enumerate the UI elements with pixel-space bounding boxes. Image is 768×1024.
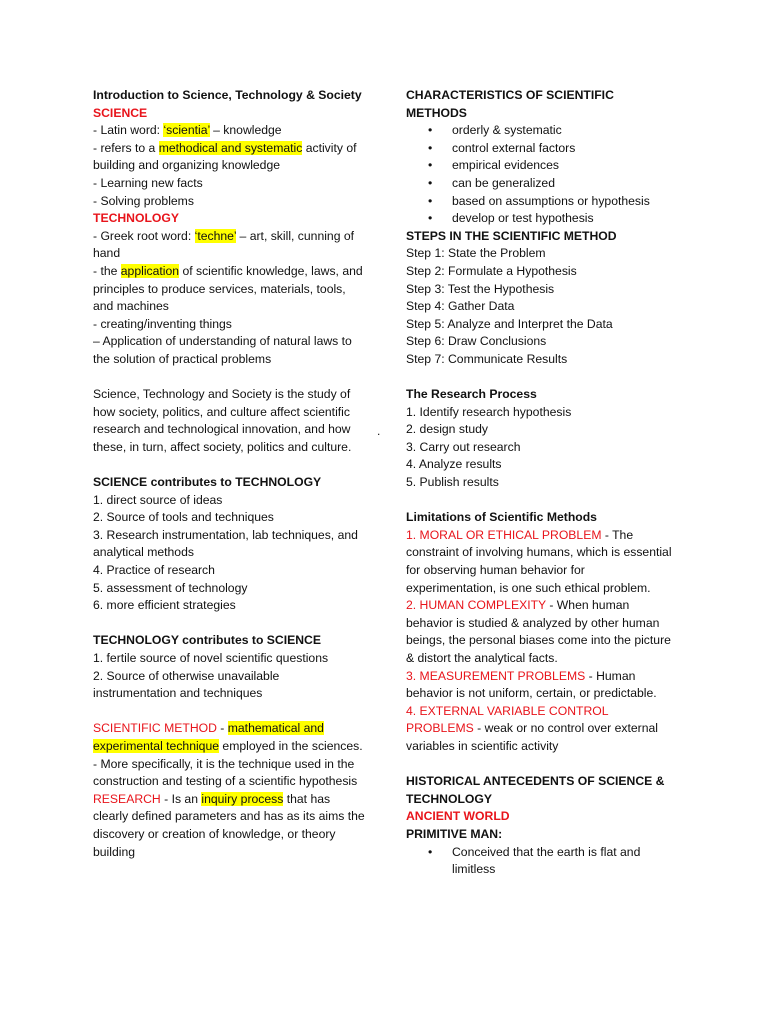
- scientific-method-term: SCIENTIFIC METHOD: [93, 721, 217, 736]
- science-refers-line: - refers to a methodical and systematic activity of building and organizing knowledge: [93, 140, 357, 173]
- research-definition: RESEARCH - Is an inquiry process that has clearly defined parameters and has as its aims the discovery or creation of knowledge, or theory building: [93, 791, 365, 859]
- list-item: 4. Practice of research: [93, 563, 215, 578]
- technology-application-line: - the application of scientific knowledge, laws, and principles to produce services, materials, tools, and machines: [93, 263, 363, 314]
- list-item: 1. fertile source of novel scientific questions: [93, 651, 329, 665]
- list-item: Step 5: Analyze and Interpret the Data: [406, 316, 613, 331]
- sci-to-tech-heading: SCIENCE contributes to TECHNOLOGY: [93, 475, 322, 490]
- list-item: 3. Research instrumentation, lab techniques, and analytical methods: [93, 527, 358, 560]
- list-item: • Conceived that the earth is flat and limitless: [406, 844, 678, 879]
- primitive-man-heading: PRIMITIVE MAN:: [406, 826, 503, 841]
- list-item: • can be generalized: [406, 175, 678, 193]
- highlight-application: application: [120, 263, 180, 278]
- science-solving-line: - Solving problems: [93, 193, 194, 208]
- steps-heading: STEPS IN THE SCIENTIFIC METHOD: [406, 228, 617, 243]
- technology-greek-line: - Greek root word: ‘techne’ – art, skill, cunning of hand: [93, 228, 355, 261]
- list-item: Step 4: Gather Data: [406, 299, 515, 314]
- list-item: 3. Carry out research: [406, 439, 521, 454]
- science-latin-line: - Latin word: ‘scientia’ – knowledge: [93, 123, 282, 138]
- list-item: 2. Source of otherwise unavailable instrumentation and techniques: [93, 668, 280, 701]
- list-item: Step 3: Test the Hypothesis: [406, 281, 555, 296]
- list-item: Step 7: Communicate Results: [406, 351, 568, 366]
- list-item: 5. assessment of technology: [93, 580, 248, 595]
- list-item: 2. Source of tools and techniques: [93, 510, 274, 525]
- science-heading: SCIENCE: [93, 105, 148, 120]
- scientific-method-more: - More specifically, it is the technique used in the construction and testing of a scientific hypothesis: [93, 756, 358, 789]
- list-item: Step 6: Draw Conclusions: [406, 334, 547, 349]
- list-item: Step 1: State the Problem: [406, 246, 546, 261]
- historical-heading: HISTORICAL ANTECEDENTS OF SCIENCE & TECHNOLOGY: [406, 774, 665, 806]
- list-item: 5. Publish results: [406, 475, 499, 490]
- scientific-method-definition: SCIENTIFIC METHOD - mathematical and experimental technique employed in the sciences.: [93, 721, 363, 753]
- left-column: [93, 87, 365, 861]
- technology-creating-line: - creating/inventing things: [93, 316, 232, 331]
- list-item: • orderly & systematic: [406, 122, 678, 140]
- list-item: 4. Analyze results: [406, 457, 502, 472]
- highlight-inquiry: inquiry process: [201, 791, 284, 806]
- stray-mark: .: [377, 424, 381, 438]
- list-item: 2. design study: [406, 422, 488, 437]
- list-item: Step 2: Formulate a Hypothesis: [406, 263, 577, 278]
- limitation-item: 1. MORAL OR ETHICAL PROBLEM - The constraint of involving humans, which is essential for observing human behavior for experimentation, is one such ethical problem.: [406, 527, 672, 595]
- list-item: • empirical evidences: [406, 157, 678, 175]
- list-item: • based on assumptions or hypothesis: [406, 193, 678, 211]
- technology-heading: TECHNOLOGY: [93, 211, 179, 226]
- highlight-methodical: methodical and systematic: [158, 140, 303, 155]
- limitation-item: 2. HUMAN COMPLEXITY - When human behavior is studied & analyzed by other human beings, the personal biases come into the picture & distort the analytical facts.: [406, 598, 671, 665]
- list-item: 1. Identify research hypothesis: [406, 404, 572, 419]
- research-term: RESEARCH: [93, 791, 161, 806]
- highlight-mathematical: mathematical and experimental technique: [93, 721, 324, 753]
- list-item: 6. more efficient strategies: [93, 598, 236, 613]
- document-title: Introduction to Science, Technology & Society: [93, 88, 362, 102]
- sts-paragraph: Science, Technology and Society is the study of how society, politics, and culture affect scientific research and technological innovation, and how these, in turn, affect society, politics and culture.: [93, 387, 352, 454]
- characteristics-heading: CHARACTERISTICS OF SCIENTIFIC METHODS: [406, 88, 614, 120]
- limitation-item: 4. EXTERNAL VARIABLE CONTROL PROBLEMS - weak or no control over external variables in scientific activity: [406, 703, 658, 753]
- highlight-scientia: ‘scientia’: [163, 123, 210, 138]
- highlight-techne: ‘techne’: [194, 228, 237, 243]
- research-process-heading: The Research Process: [406, 387, 537, 402]
- technology-laws-line: – Application of understanding of natural laws to the solution of practical problems: [93, 334, 352, 366]
- right-column: [406, 87, 678, 879]
- tech-to-sci-heading: TECHNOLOGY contributes to SCIENCE: [93, 633, 321, 648]
- list-item: 1. direct source of ideas: [93, 492, 223, 507]
- list-item: • control external factors: [406, 140, 678, 158]
- list-item: • develop or test hypothesis: [406, 210, 678, 228]
- science-learning-line: - Learning new facts: [93, 175, 203, 190]
- limitation-item: 3. MEASUREMENT PROBLEMS - Human behavior is not uniform, certain, or predictable.: [406, 668, 657, 701]
- ancient-world-heading: ANCIENT WORLD: [406, 809, 510, 824]
- limitations-heading: Limitations of Scientific Methods: [406, 510, 597, 525]
